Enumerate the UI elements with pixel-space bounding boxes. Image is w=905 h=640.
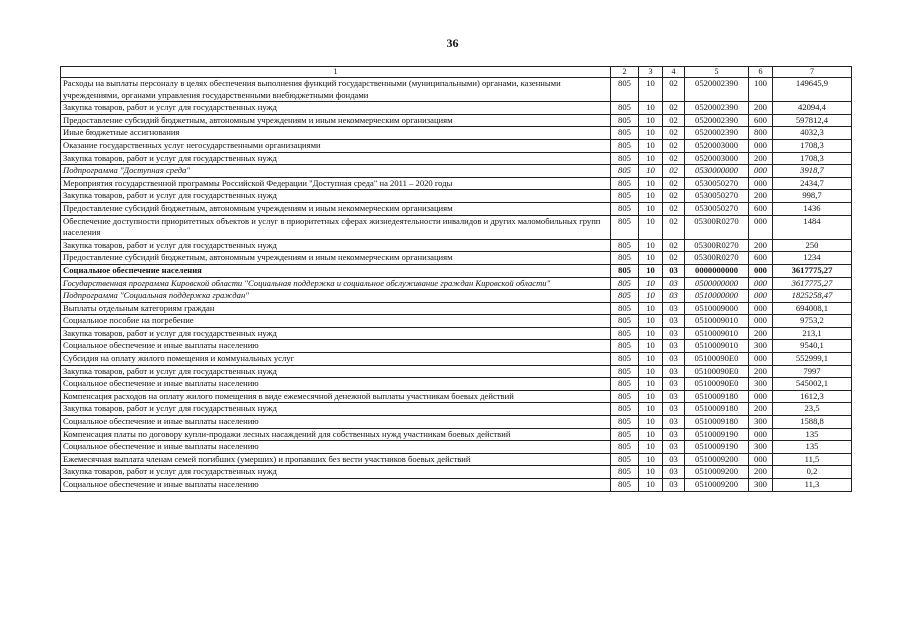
row-name-cell: Предоставление субсидий бюджетным, автономным учреждениям и иным некоммерческим организациям — [61, 202, 611, 215]
subsection-code-cell: 02 — [663, 202, 685, 215]
section-code-cell: 10 — [639, 378, 663, 391]
row-name-cell: Закупка товаров, работ и услуг для государственных нужд — [61, 327, 611, 340]
table-row — [61, 315, 852, 328]
target-article-cell: 05300R0270 — [685, 239, 749, 252]
section-code-cell: 10 — [639, 403, 663, 416]
ved-code-cell: 805 — [611, 177, 639, 190]
section-code-cell: 10 — [639, 428, 663, 441]
header-cell: 4 — [663, 67, 685, 78]
expense-type-cell: 000 — [749, 264, 773, 277]
target-article-cell: 0510009010 — [685, 327, 749, 340]
row-name-cell: Мероприятия государственной программы Российской Федерации "Доступная среда" на 2011 – 2020 годы — [61, 177, 611, 190]
amount-cell: 597812,4 — [773, 114, 852, 127]
target-article-cell: 0510000000 — [685, 290, 749, 303]
table-row — [61, 353, 852, 366]
table-row — [61, 327, 852, 340]
expense-type-cell: 000 — [749, 277, 773, 290]
expense-type-cell: 200 — [749, 365, 773, 378]
ved-code-cell: 805 — [611, 252, 639, 265]
ved-code-cell: 805 — [611, 139, 639, 152]
amount-cell: 1708,3 — [773, 152, 852, 165]
amount-cell: 11,5 — [773, 453, 852, 466]
section-code-cell: 10 — [639, 114, 663, 127]
section-code-cell: 10 — [639, 252, 663, 265]
table-row — [61, 215, 852, 239]
row-name-cell: Закупка товаров, работ и услуг для государственных нужд — [61, 403, 611, 416]
ved-code-cell: 805 — [611, 215, 639, 239]
row-name-cell: Обеспечение доступности приоритетных объектов и услуг в приоритетных сферах жизнедеятельности инвалидов и других маломобильных групп населения — [61, 215, 611, 239]
target-article-cell: 0520003000 — [685, 139, 749, 152]
table-row — [61, 479, 852, 492]
subsection-code-cell: 02 — [663, 127, 685, 140]
table-row — [61, 190, 852, 203]
target-article-cell: 05100090Е0 — [685, 353, 749, 366]
section-code-cell: 10 — [639, 302, 663, 315]
target-article-cell: 0520002390 — [685, 114, 749, 127]
row-name-cell: Закупка товаров, работ и услуг для государственных нужд — [61, 365, 611, 378]
expense-type-cell: 000 — [749, 177, 773, 190]
subsection-code-cell: 02 — [663, 165, 685, 178]
amount-cell: 23,5 — [773, 403, 852, 416]
target-article-cell: 0510009190 — [685, 428, 749, 441]
expense-type-cell: 100 — [749, 78, 773, 102]
row-name-cell: Компенсация расходов на оплату жилого помещения в виде ежемесячной денежной выплаты участникам боевых действий — [61, 390, 611, 403]
row-name-cell: Оказание государственных услуг негосударственными организациями — [61, 139, 611, 152]
ved-code-cell: 805 — [611, 479, 639, 492]
amount-cell: 2434,7 — [773, 177, 852, 190]
target-article-cell: 0510009180 — [685, 416, 749, 429]
ved-code-cell: 805 — [611, 416, 639, 429]
section-code-cell: 10 — [639, 290, 663, 303]
subsection-code-cell: 03 — [663, 479, 685, 492]
amount-cell: 7997 — [773, 365, 852, 378]
target-article-cell: 0510009200 — [685, 466, 749, 479]
section-code-cell: 10 — [639, 177, 663, 190]
header-cell: 6 — [749, 67, 773, 78]
ved-code-cell: 805 — [611, 127, 639, 140]
subsection-code-cell: 02 — [663, 139, 685, 152]
ved-code-cell: 805 — [611, 390, 639, 403]
row-name-cell: Закупка товаров, работ и услуг для государственных нужд — [61, 102, 611, 115]
ved-code-cell: 805 — [611, 190, 639, 203]
table-row — [61, 453, 852, 466]
amount-cell: 1708,3 — [773, 139, 852, 152]
amount-cell: 545002,1 — [773, 378, 852, 391]
subsection-code-cell: 03 — [663, 302, 685, 315]
section-code-cell: 10 — [639, 264, 663, 277]
header-cell: 2 — [611, 67, 639, 78]
subsection-code-cell: 03 — [663, 416, 685, 429]
target-article-cell: 0510009180 — [685, 390, 749, 403]
expense-type-cell: 000 — [749, 315, 773, 328]
amount-cell: 213,1 — [773, 327, 852, 340]
amount-cell: 1612,3 — [773, 390, 852, 403]
expense-type-cell: 300 — [749, 479, 773, 492]
table-row — [61, 177, 852, 190]
ved-code-cell: 805 — [611, 152, 639, 165]
subsection-code-cell: 02 — [663, 102, 685, 115]
page-number: 36 — [446, 36, 459, 50]
section-code-cell: 10 — [639, 190, 663, 203]
section-code-cell: 10 — [639, 365, 663, 378]
expense-type-cell: 600 — [749, 202, 773, 215]
ved-code-cell: 805 — [611, 264, 639, 277]
amount-cell: 552999,1 — [773, 353, 852, 366]
row-name-cell: Социальное обеспечение и иные выплаты населению — [61, 378, 611, 391]
subsection-code-cell: 03 — [663, 277, 685, 290]
table-row — [61, 416, 852, 429]
section-code-cell: 10 — [639, 390, 663, 403]
target-article-cell: 0510009180 — [685, 403, 749, 416]
header-cell: 7 — [773, 67, 852, 78]
target-article-cell: 0530000000 — [685, 165, 749, 178]
ved-code-cell: 805 — [611, 315, 639, 328]
expense-type-cell: 000 — [749, 139, 773, 152]
table-row — [61, 139, 852, 152]
section-code-cell: 10 — [639, 239, 663, 252]
table-row — [61, 127, 852, 140]
section-code-cell: 10 — [639, 416, 663, 429]
subsection-code-cell: 03 — [663, 365, 685, 378]
table-row — [61, 466, 852, 479]
row-name-cell: Субсидия на оплату жилого помещения и коммунальных услуг — [61, 353, 611, 366]
subsection-code-cell: 02 — [663, 252, 685, 265]
subsection-code-cell: 02 — [663, 152, 685, 165]
section-code-cell: 10 — [639, 353, 663, 366]
row-name-cell: Закупка товаров, работ и услуг для государственных нужд — [61, 466, 611, 479]
amount-cell: 1825258,47 — [773, 290, 852, 303]
row-name-cell: Социальное обеспечение и иные выплаты населению — [61, 479, 611, 492]
table-row — [61, 441, 852, 454]
section-code-cell: 10 — [639, 479, 663, 492]
expense-type-cell: 200 — [749, 327, 773, 340]
row-name-cell: Государственная программа Кировской области "Социальная поддержка и социальное обслуживание граждан Кировской области" — [61, 277, 611, 290]
ved-code-cell: 805 — [611, 378, 639, 391]
target-article-cell: 05100090Е0 — [685, 378, 749, 391]
row-name-cell: Социальное обеспечение населения — [61, 264, 611, 277]
target-article-cell: 0530050270 — [685, 177, 749, 190]
ved-code-cell: 805 — [611, 165, 639, 178]
expense-type-cell: 600 — [749, 252, 773, 265]
target-article-cell: 0500000000 — [685, 277, 749, 290]
subsection-code-cell: 03 — [663, 340, 685, 353]
table-header-row — [61, 67, 852, 78]
subsection-code-cell: 02 — [663, 177, 685, 190]
target-article-cell: 0520002390 — [685, 102, 749, 115]
ved-code-cell: 805 — [611, 202, 639, 215]
table-row — [61, 239, 852, 252]
budget-table — [60, 66, 852, 492]
row-name-cell: Компенсация платы по договору купли-продажи лесных насаждений для собственных нужд участникам боевых действий — [61, 428, 611, 441]
subsection-code-cell: 03 — [663, 441, 685, 454]
amount-cell: 250 — [773, 239, 852, 252]
target-article-cell: 05100090Е0 — [685, 365, 749, 378]
target-article-cell: 0510009000 — [685, 302, 749, 315]
ved-code-cell: 805 — [611, 441, 639, 454]
expense-type-cell: 200 — [749, 239, 773, 252]
subsection-code-cell: 03 — [663, 403, 685, 416]
row-name-cell: Предоставление субсидий бюджетным, автономным учреждениям и иным некоммерческим организациям — [61, 252, 611, 265]
amount-cell: 3617775,27 — [773, 277, 852, 290]
subsection-code-cell: 03 — [663, 378, 685, 391]
section-code-cell: 10 — [639, 165, 663, 178]
subsection-code-cell: 03 — [663, 290, 685, 303]
amount-cell: 135 — [773, 428, 852, 441]
expense-type-cell: 000 — [749, 390, 773, 403]
section-code-cell: 10 — [639, 78, 663, 102]
amount-cell: 3617775,27 — [773, 264, 852, 277]
subsection-code-cell: 03 — [663, 453, 685, 466]
subsection-code-cell: 02 — [663, 78, 685, 102]
expense-type-cell: 300 — [749, 340, 773, 353]
amount-cell: 0,2 — [773, 466, 852, 479]
target-article-cell: 05300R0270 — [685, 252, 749, 265]
section-code-cell: 10 — [639, 127, 663, 140]
ved-code-cell: 805 — [611, 353, 639, 366]
amount-cell: 1588,8 — [773, 416, 852, 429]
table-row — [61, 78, 852, 102]
subsection-code-cell: 02 — [663, 190, 685, 203]
ved-code-cell: 805 — [611, 102, 639, 115]
section-code-cell: 10 — [639, 202, 663, 215]
expense-type-cell: 300 — [749, 441, 773, 454]
section-code-cell: 10 — [639, 441, 663, 454]
table-row — [61, 302, 852, 315]
expense-type-cell: 000 — [749, 353, 773, 366]
row-name-cell: Подпрограмма "Доступная среда" — [61, 165, 611, 178]
row-name-cell: Закупка товаров, работ и услуг для государственных нужд — [61, 239, 611, 252]
section-code-cell: 10 — [639, 152, 663, 165]
ved-code-cell: 805 — [611, 466, 639, 479]
target-article-cell: 0510009010 — [685, 340, 749, 353]
row-name-cell: Социальное пособие на погребение — [61, 315, 611, 328]
ved-code-cell: 805 — [611, 428, 639, 441]
table-row — [61, 378, 852, 391]
subsection-code-cell: 03 — [663, 264, 685, 277]
amount-cell: 3918,7 — [773, 165, 852, 178]
amount-cell: 1436 — [773, 202, 852, 215]
section-code-cell: 10 — [639, 466, 663, 479]
amount-cell: 11,3 — [773, 479, 852, 492]
ved-code-cell: 805 — [611, 302, 639, 315]
section-code-cell: 10 — [639, 453, 663, 466]
expense-type-cell: 800 — [749, 127, 773, 140]
table-row — [61, 340, 852, 353]
section-code-cell: 10 — [639, 277, 663, 290]
section-code-cell: 10 — [639, 315, 663, 328]
row-name-cell: Социальное обеспечение и иные выплаты населению — [61, 416, 611, 429]
subsection-code-cell: 03 — [663, 353, 685, 366]
ved-code-cell: 805 — [611, 403, 639, 416]
target-article-cell: 0510009200 — [685, 479, 749, 492]
subsection-code-cell: 03 — [663, 315, 685, 328]
table-row — [61, 102, 852, 115]
table-row — [61, 428, 852, 441]
target-article-cell: 0510009010 — [685, 315, 749, 328]
ved-code-cell: 805 — [611, 277, 639, 290]
row-name-cell: Предоставление субсидий бюджетным, автономным учреждениям и иным некоммерческим организациям — [61, 114, 611, 127]
table-row — [61, 365, 852, 378]
expense-type-cell: 300 — [749, 416, 773, 429]
target-article-cell: 0530050270 — [685, 190, 749, 203]
row-name-cell: Выплаты отдельным категориям граждан — [61, 302, 611, 315]
expense-type-cell: 000 — [749, 453, 773, 466]
subsection-code-cell: 02 — [663, 114, 685, 127]
ved-code-cell: 805 — [611, 114, 639, 127]
target-article-cell: 0520002390 — [685, 127, 749, 140]
section-code-cell: 10 — [639, 215, 663, 239]
ved-code-cell: 805 — [611, 239, 639, 252]
expense-type-cell: 200 — [749, 102, 773, 115]
table-row — [61, 277, 852, 290]
subsection-code-cell: 03 — [663, 390, 685, 403]
table-row — [61, 114, 852, 127]
target-article-cell: 0000000000 — [685, 264, 749, 277]
section-code-cell: 10 — [639, 327, 663, 340]
target-article-cell: 0520003000 — [685, 152, 749, 165]
subsection-code-cell: 03 — [663, 466, 685, 479]
target-article-cell: 0520002390 — [685, 78, 749, 102]
table-row — [61, 390, 852, 403]
table-row — [61, 202, 852, 215]
expense-type-cell: 200 — [749, 190, 773, 203]
ved-code-cell: 805 — [611, 365, 639, 378]
expense-type-cell: 200 — [749, 403, 773, 416]
expense-type-cell: 000 — [749, 290, 773, 303]
row-name-cell: Закупка товаров, работ и услуг для государственных нужд — [61, 190, 611, 203]
table-row — [61, 264, 852, 277]
expense-type-cell: 200 — [749, 152, 773, 165]
header-cell: 3 — [639, 67, 663, 78]
expense-type-cell: 000 — [749, 302, 773, 315]
header-cell: 1 — [61, 67, 611, 78]
subsection-code-cell: 03 — [663, 428, 685, 441]
amount-cell: 9540,1 — [773, 340, 852, 353]
row-name-cell: Подпрограмма "Социальная поддержка граждан" — [61, 290, 611, 303]
expense-type-cell: 000 — [749, 215, 773, 239]
amount-cell: 4032,3 — [773, 127, 852, 140]
ved-code-cell: 805 — [611, 290, 639, 303]
row-name-cell: Социальное обеспечение и иные выплаты населению — [61, 441, 611, 454]
table-row — [61, 165, 852, 178]
amount-cell: 1234 — [773, 252, 852, 265]
row-name-cell: Ежемесячная выплата членам семей погибших (умерших) и пропавших без вести участников боевых действий — [61, 453, 611, 466]
table-row — [61, 152, 852, 165]
amount-cell: 1484 — [773, 215, 852, 239]
target-article-cell: 0510009190 — [685, 441, 749, 454]
ved-code-cell: 805 — [611, 327, 639, 340]
row-name-cell: Иные бюджетные ассигнования — [61, 127, 611, 140]
table-row — [61, 252, 852, 265]
amount-cell: 998,7 — [773, 190, 852, 203]
ved-code-cell: 805 — [611, 453, 639, 466]
section-code-cell: 10 — [639, 340, 663, 353]
expense-type-cell: 000 — [749, 165, 773, 178]
expense-type-cell: 600 — [749, 114, 773, 127]
row-name-cell: Расходы на выплаты персоналу в целях обеспечения выполнения функций государственными (муниципальными) органами, казенными учреждениями, органами управления государственными внебюджетными фондами — [61, 78, 611, 102]
amount-cell: 9753,2 — [773, 315, 852, 328]
row-name-cell: Закупка товаров, работ и услуг для государственных нужд — [61, 152, 611, 165]
amount-cell: 694008,1 — [773, 302, 852, 315]
section-code-cell: 10 — [639, 102, 663, 115]
table-row — [61, 403, 852, 416]
row-name-cell: Социальное обеспечение и иные выплаты населению — [61, 340, 611, 353]
table-row — [61, 290, 852, 303]
header-cell: 5 — [685, 67, 749, 78]
target-article-cell: 0530050270 — [685, 202, 749, 215]
target-article-cell: 0510009200 — [685, 453, 749, 466]
amount-cell: 135 — [773, 441, 852, 454]
expense-type-cell: 300 — [749, 378, 773, 391]
ved-code-cell: 805 — [611, 78, 639, 102]
ved-code-cell: 805 — [611, 340, 639, 353]
subsection-code-cell: 02 — [663, 215, 685, 239]
expense-type-cell: 000 — [749, 428, 773, 441]
amount-cell: 42094,4 — [773, 102, 852, 115]
subsection-code-cell: 03 — [663, 327, 685, 340]
target-article-cell: 05300R0270 — [685, 215, 749, 239]
section-code-cell: 10 — [639, 139, 663, 152]
amount-cell: 149645,9 — [773, 78, 852, 102]
subsection-code-cell: 02 — [663, 239, 685, 252]
expense-type-cell: 200 — [749, 466, 773, 479]
